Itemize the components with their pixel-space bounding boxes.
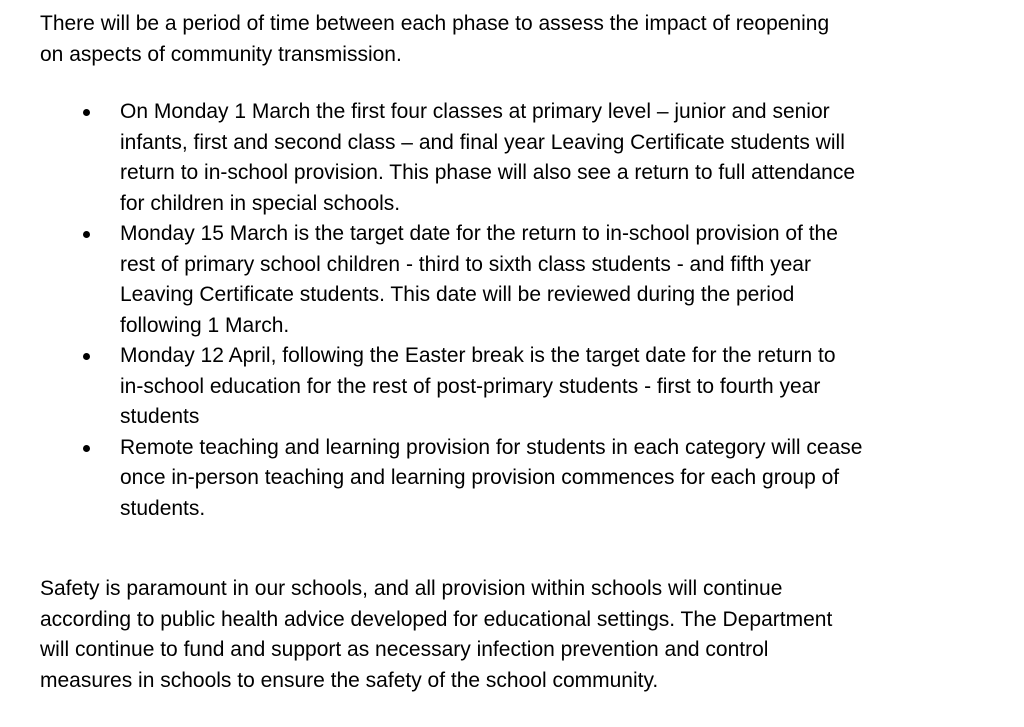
phase-bullet-list — [0, 97, 862, 524]
safety-line: measures in schools to ensure the safety of the school community. — [40, 668, 659, 692]
bullet-line: Remote teaching and learning provision for students in each category will cease — [120, 435, 863, 459]
bullet-line: students. — [120, 496, 206, 520]
safety-line: according to public health advice developed for educational settings. The Department — [40, 607, 833, 631]
bullet-line: rest of primary school children - third to sixth class students - and fifth year — [120, 252, 811, 276]
bullet-line: infants, first and second class – and final year Leaving Certificate students will — [120, 130, 845, 154]
bullet-line: Monday 15 March is the target date for the return to in-school provision of the — [120, 222, 838, 245]
bullet-dot-icon — [83, 109, 90, 116]
intro-line: on aspects of community transmission. — [40, 42, 402, 66]
bullet-dot-icon — [83, 445, 90, 452]
bullet-item-phase-3 — [0, 341, 862, 433]
bullet-line: for children in special schools. — [120, 191, 401, 215]
bullet-item-phase-2 — [0, 219, 862, 341]
intro-paragraph — [40, 9, 829, 70]
bullet-dot-icon — [83, 231, 90, 238]
bullet-dot-icon — [83, 353, 90, 360]
safety-line: will continue to fund and support as necessary infection prevention and control — [40, 638, 769, 661]
intro-line: There will be a period of time between each phase to assess the impact of reopening — [40, 12, 830, 35]
bullet-line: students — [120, 405, 200, 428]
bullet-line: return to in-school provision. This phase will also see a return to full attendance — [120, 161, 856, 184]
bullet-item-phase-1 — [0, 97, 862, 219]
bullet-line: Monday 12 April, following the Easter break is the target date for the return to — [120, 344, 836, 367]
safety-paragraph — [40, 574, 832, 696]
bullet-line: following 1 March. — [120, 313, 290, 337]
bullet-line: once in-person teaching and learning provision commences for each group of — [120, 466, 840, 489]
bullet-line: in-school education for the rest of post-primary students - first to fourth year — [120, 374, 821, 398]
bullet-line: On Monday 1 March the first four classes at primary level – junior and senior — [120, 100, 830, 123]
safety-line: Safety is paramount in our schools, and all provision within schools will continue — [40, 577, 783, 600]
bullet-line: Leaving Certificate students. This date will be reviewed during the period — [120, 283, 795, 306]
bullet-item-remote-teaching — [0, 433, 862, 525]
